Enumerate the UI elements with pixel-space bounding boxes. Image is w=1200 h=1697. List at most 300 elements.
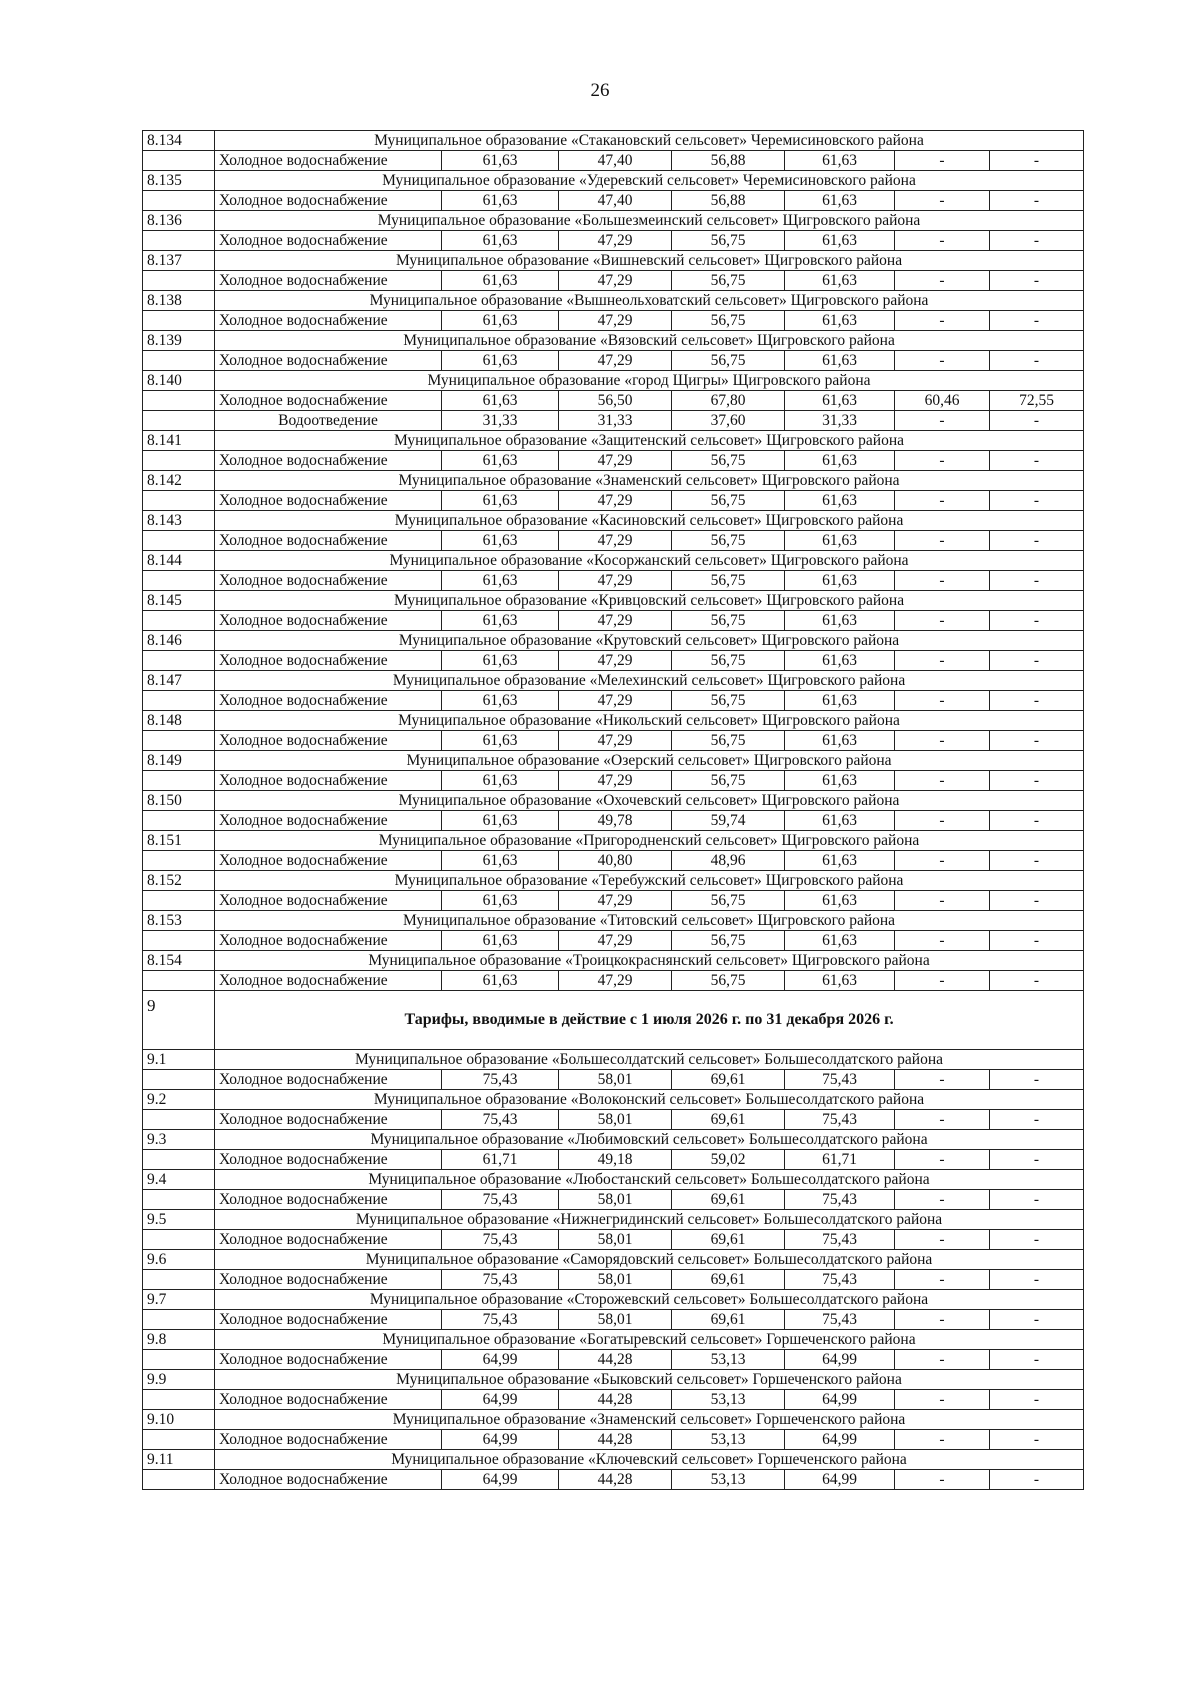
- row-number-cell: [143, 531, 215, 551]
- tariff-value: 56,75: [672, 611, 785, 631]
- tariff-value: -: [895, 771, 990, 791]
- row-number-cell: [143, 1270, 215, 1290]
- tariff-value: 61,63: [442, 731, 559, 751]
- municipality-title: Муниципальное образование «Сторожевский сельсовет» Большесолдатского района: [215, 1290, 1084, 1310]
- tariff-value: -: [990, 691, 1084, 711]
- tariff-value: -: [990, 1310, 1084, 1330]
- tariff-value: -: [895, 271, 990, 291]
- tariff-row: [143, 231, 1084, 251]
- service-name: Холодное водоснабжение: [215, 391, 442, 411]
- row-number-cell: [143, 611, 215, 631]
- tariff-value: 61,63: [785, 531, 895, 551]
- tariff-value: 75,43: [785, 1110, 895, 1130]
- municipality-title: Муниципальное образование «Никольский сельсовет» Щигровского района: [215, 711, 1084, 731]
- municipality-title: Муниципальное образование «Знаменский сельсовет» Щигровского района: [215, 471, 1084, 491]
- municipality-title: Муниципальное образование «Теребужский сельсовет» Щигровского района: [215, 871, 1084, 891]
- tariff-value: 64,99: [442, 1470, 559, 1490]
- row-number-cell: [143, 411, 215, 431]
- tariff-value: 69,61: [672, 1230, 785, 1250]
- tariff-row: [143, 351, 1084, 371]
- tariff-value: -: [895, 1150, 990, 1170]
- tariff-value: -: [990, 1230, 1084, 1250]
- row-number-cell: [143, 231, 215, 251]
- tariff-value: 56,75: [672, 691, 785, 711]
- tariff-value: -: [990, 311, 1084, 331]
- tariff-value: 61,63: [442, 311, 559, 331]
- row-number-cell: [143, 151, 215, 171]
- tariff-value: -: [990, 491, 1084, 511]
- entry-number: 8.139: [143, 331, 215, 351]
- entry-title-row: [143, 671, 1084, 691]
- tariff-value: 58,01: [559, 1230, 672, 1250]
- entry-number: 8.142: [143, 471, 215, 491]
- tariff-value: 75,43: [785, 1190, 895, 1210]
- tariff-row: [143, 1190, 1084, 1210]
- tariff-value: -: [990, 1070, 1084, 1090]
- tariff-value: 64,99: [442, 1430, 559, 1450]
- entry-number: 8.140: [143, 371, 215, 391]
- tariff-value: 61,63: [785, 311, 895, 331]
- service-name: Холодное водоснабжение: [215, 1310, 442, 1330]
- entry-title-row: [143, 1210, 1084, 1230]
- entry-title-row: [143, 1370, 1084, 1390]
- entry-title-row: [143, 291, 1084, 311]
- entry-number: 9.2: [143, 1090, 215, 1110]
- tariff-value: 61,63: [442, 691, 559, 711]
- entry-number: 9.5: [143, 1210, 215, 1230]
- tariff-value: 56,75: [672, 271, 785, 291]
- entry-number: 8.153: [143, 911, 215, 931]
- tariff-value: 61,63: [785, 811, 895, 831]
- tariff-value: 64,99: [442, 1390, 559, 1410]
- tariff-value: -: [990, 811, 1084, 831]
- tariff-row: [143, 1430, 1084, 1450]
- service-name: Холодное водоснабжение: [215, 271, 442, 291]
- tariff-value: 61,63: [785, 451, 895, 471]
- tariff-row: [143, 491, 1084, 511]
- row-number-cell: [143, 1470, 215, 1490]
- tariff-value: 56,75: [672, 891, 785, 911]
- entry-title-row: [143, 1450, 1084, 1470]
- tariff-value: -: [990, 851, 1084, 871]
- tariff-value: 56,50: [559, 391, 672, 411]
- tariff-row: [143, 931, 1084, 951]
- tariff-value: -: [895, 351, 990, 371]
- tariff-value: -: [895, 1470, 990, 1490]
- tariff-value: -: [895, 1430, 990, 1450]
- service-name: Холодное водоснабжение: [215, 651, 442, 671]
- tariff-value: 56,75: [672, 771, 785, 791]
- municipality-title: Муниципальное образование «Нижнегридинский сельсовет» Большесолдатского района: [215, 1210, 1084, 1230]
- municipality-title: Муниципальное образование «Вишневский сельсовет» Щигровского района: [215, 251, 1084, 271]
- tariff-value: 56,75: [672, 231, 785, 251]
- municipality-title: Муниципальное образование «Волоконский сельсовет» Большесолдатского района: [215, 1090, 1084, 1110]
- municipality-title: Муниципальное образование «Мелехинский сельсовет» Щигровского района: [215, 671, 1084, 691]
- tariff-value: -: [895, 1390, 990, 1410]
- row-number-cell: [143, 731, 215, 751]
- service-name: Холодное водоснабжение: [215, 571, 442, 591]
- tariff-value: 61,63: [785, 151, 895, 171]
- tariff-value: 44,28: [559, 1350, 672, 1370]
- tariff-value: 64,99: [785, 1470, 895, 1490]
- tariff-value: 75,43: [785, 1070, 895, 1090]
- tariff-value: 61,63: [785, 191, 895, 211]
- tariff-value: 64,99: [442, 1350, 559, 1370]
- row-number-cell: [143, 1150, 215, 1170]
- tariff-value: -: [990, 1470, 1084, 1490]
- row-number-cell: [143, 191, 215, 211]
- tariff-value: 61,63: [785, 351, 895, 371]
- tariff-row: [143, 651, 1084, 671]
- entry-title-row: [143, 911, 1084, 931]
- tariff-value: -: [895, 1350, 990, 1370]
- entry-title-row: [143, 791, 1084, 811]
- tariff-value: 61,63: [785, 271, 895, 291]
- service-name: Холодное водоснабжение: [215, 1070, 442, 1090]
- tariff-value: -: [990, 531, 1084, 551]
- tariff-value: 48,96: [672, 851, 785, 871]
- tariff-value: 61,63: [785, 851, 895, 871]
- service-name: Холодное водоснабжение: [215, 151, 442, 171]
- entry-title-row: [143, 1250, 1084, 1270]
- tariff-row: [143, 691, 1084, 711]
- tariff-value: 47,29: [559, 351, 672, 371]
- municipality-title: Муниципальное образование «Стакановский сельсовет» Черемисиновского района: [215, 131, 1084, 151]
- tariff-value: 61,63: [785, 231, 895, 251]
- row-number-cell: [143, 311, 215, 331]
- tariff-value: -: [895, 651, 990, 671]
- tariff-value: 49,18: [559, 1150, 672, 1170]
- tariff-value: 61,63: [442, 571, 559, 591]
- tariff-value: -: [990, 1390, 1084, 1410]
- entry-number: 8.150: [143, 791, 215, 811]
- entry-number: 8.148: [143, 711, 215, 731]
- tariff-value: -: [895, 731, 990, 751]
- tariff-value: -: [990, 891, 1084, 911]
- tariff-row: [143, 151, 1084, 171]
- tariff-value: 56,88: [672, 191, 785, 211]
- entry-number: 8.143: [143, 511, 215, 531]
- tariff-row: [143, 611, 1084, 631]
- tariff-row: [143, 1150, 1084, 1170]
- entry-number: 8.149: [143, 751, 215, 771]
- entry-number: 8.137: [143, 251, 215, 271]
- tariff-value: 56,75: [672, 351, 785, 371]
- tariff-value: 56,88: [672, 151, 785, 171]
- tariff-value: 61,63: [785, 891, 895, 911]
- tariff-value: 47,29: [559, 651, 672, 671]
- service-name: Холодное водоснабжение: [215, 491, 442, 511]
- tariff-value: -: [990, 271, 1084, 291]
- tariff-row: [143, 1390, 1084, 1410]
- tariff-value: 44,28: [559, 1390, 672, 1410]
- municipality-title: Муниципальное образование «Большесолдатский сельсовет» Большесолдатского района: [215, 1050, 1084, 1070]
- tariff-value: 47,29: [559, 731, 672, 751]
- entry-number: 9.10: [143, 1410, 215, 1430]
- tariff-value: 53,13: [672, 1390, 785, 1410]
- tariff-value: 59,74: [672, 811, 785, 831]
- row-number-cell: [143, 1070, 215, 1090]
- entry-title-row: [143, 371, 1084, 391]
- service-name: Холодное водоснабжение: [215, 351, 442, 371]
- tariff-value: -: [895, 1190, 990, 1210]
- tariff-value: -: [990, 231, 1084, 251]
- tariff-value: 56,75: [672, 571, 785, 591]
- entry-title-row: [143, 951, 1084, 971]
- tariff-row: [143, 1470, 1084, 1490]
- entry-number: 8.151: [143, 831, 215, 851]
- tariff-value: 61,63: [442, 931, 559, 951]
- tariff-value: 53,13: [672, 1350, 785, 1370]
- entry-title-row: [143, 1050, 1084, 1070]
- tariff-value: 47,29: [559, 311, 672, 331]
- tariff-value: 61,63: [442, 271, 559, 291]
- tariff-row: [143, 1070, 1084, 1090]
- entry-number: 8.154: [143, 951, 215, 971]
- tariff-value: -: [990, 931, 1084, 951]
- municipality-title: Муниципальное образование «Кривцовский сельсовет» Щигровского района: [215, 591, 1084, 611]
- tariff-value: -: [990, 151, 1084, 171]
- tariff-value: 72,55: [990, 391, 1084, 411]
- tariff-value: 56,75: [672, 731, 785, 751]
- tariff-value: 75,43: [442, 1230, 559, 1250]
- row-number-cell: [143, 1190, 215, 1210]
- row-number-cell: [143, 891, 215, 911]
- tariff-value: 64,99: [785, 1390, 895, 1410]
- tariff-value: -: [895, 1270, 990, 1290]
- entry-title-row: [143, 831, 1084, 851]
- tariff-value: -: [895, 411, 990, 431]
- tariff-value: 69,61: [672, 1070, 785, 1090]
- tariff-row: [143, 571, 1084, 591]
- entry-title-row: [143, 551, 1084, 571]
- tariff-value: -: [895, 891, 990, 911]
- tariff-value: -: [895, 811, 990, 831]
- tariff-value: -: [990, 1110, 1084, 1130]
- row-number-cell: [143, 1350, 215, 1370]
- tariff-value: -: [895, 971, 990, 991]
- tariff-row: [143, 731, 1084, 751]
- tariff-value: -: [990, 771, 1084, 791]
- row-number-cell: [143, 391, 215, 411]
- tariff-value: 56,75: [672, 311, 785, 331]
- tariff-value: 64,99: [785, 1350, 895, 1370]
- entry-title-row: [143, 1130, 1084, 1150]
- tariff-value: -: [990, 611, 1084, 631]
- tariff-value: 31,33: [559, 411, 672, 431]
- tariff-row: [143, 1270, 1084, 1290]
- municipality-title: Муниципальное образование «Знаменский сельсовет» Горшеченского района: [215, 1410, 1084, 1430]
- section-row: [143, 991, 1084, 1050]
- tariff-value: -: [895, 191, 990, 211]
- tariff-value: -: [895, 931, 990, 951]
- municipality-title: Муниципальное образование «Богатыревский сельсовет» Горшеченского района: [215, 1330, 1084, 1350]
- tariff-table: [142, 130, 1084, 1490]
- tariff-value: 75,43: [785, 1230, 895, 1250]
- tariff-value: 56,75: [672, 931, 785, 951]
- row-number-cell: [143, 451, 215, 471]
- service-name: Холодное водоснабжение: [215, 1110, 442, 1130]
- tariff-value: 40,80: [559, 851, 672, 871]
- row-number-cell: [143, 651, 215, 671]
- entry-title-row: [143, 1170, 1084, 1190]
- tariff-value: 61,63: [785, 931, 895, 951]
- tariff-value: 47,29: [559, 271, 672, 291]
- tariff-row: [143, 851, 1084, 871]
- tariff-value: 61,63: [442, 611, 559, 631]
- tariff-value: 61,63: [785, 611, 895, 631]
- tariff-value: 47,29: [559, 451, 672, 471]
- municipality-title: Муниципальное образование «Вышнеольховатский сельсовет» Щигровского района: [215, 291, 1084, 311]
- tariff-value: 61,63: [785, 731, 895, 751]
- tariff-value: -: [990, 191, 1084, 211]
- tariff-value: 58,01: [559, 1070, 672, 1090]
- municipality-title: Муниципальное образование «Касиновский сельсовет» Щигровского района: [215, 511, 1084, 531]
- tariff-value: 67,80: [672, 391, 785, 411]
- municipality-title: Муниципальное образование «Озерский сельсовет» Щигровского района: [215, 751, 1084, 771]
- tariff-value: 61,63: [442, 351, 559, 371]
- service-name: Холодное водоснабжение: [215, 731, 442, 751]
- tariff-row: [143, 971, 1084, 991]
- municipality-title: Муниципальное образование «Большезмеинский сельсовет» Щигровского района: [215, 211, 1084, 231]
- service-name: Холодное водоснабжение: [215, 971, 442, 991]
- municipality-title: Муниципальное образование «Титовский сельсовет» Щигровского района: [215, 911, 1084, 931]
- tariff-value: -: [990, 1190, 1084, 1210]
- entry-number: 9.7: [143, 1290, 215, 1310]
- entry-number: 9.11: [143, 1450, 215, 1470]
- tariff-value: 31,33: [785, 411, 895, 431]
- municipality-title: Муниципальное образование «Ключевский сельсовет» Горшеченского района: [215, 1450, 1084, 1470]
- municipality-title: Муниципальное образование «Быковский сельсовет» Горшеченского района: [215, 1370, 1084, 1390]
- entry-title-row: [143, 751, 1084, 771]
- tariff-value: -: [895, 151, 990, 171]
- tariff-value: 61,63: [442, 651, 559, 671]
- entry-number: 9.8: [143, 1330, 215, 1350]
- tariff-row: [143, 1110, 1084, 1130]
- row-number-cell: [143, 771, 215, 791]
- entry-number: 8.144: [143, 551, 215, 571]
- tariff-value: 61,63: [442, 391, 559, 411]
- tariff-value: 75,43: [785, 1270, 895, 1290]
- tariff-value: 58,01: [559, 1310, 672, 1330]
- tariff-row: [143, 1310, 1084, 1330]
- service-name: Холодное водоснабжение: [215, 1470, 442, 1490]
- tariff-value: 61,63: [442, 231, 559, 251]
- tariff-value: -: [990, 571, 1084, 591]
- entry-number: 8.152: [143, 871, 215, 891]
- row-number-cell: [143, 1230, 215, 1250]
- tariff-value: -: [990, 1270, 1084, 1290]
- entry-title-row: [143, 211, 1084, 231]
- entry-number: 9.6: [143, 1250, 215, 1270]
- tariff-value: 56,75: [672, 651, 785, 671]
- tariff-value: 60,46: [895, 391, 990, 411]
- entry-title-row: [143, 631, 1084, 651]
- tariff-value: -: [895, 851, 990, 871]
- service-name: Водоотведение: [215, 411, 442, 431]
- tariff-value: -: [990, 1150, 1084, 1170]
- service-name: Холодное водоснабжение: [215, 851, 442, 871]
- tariff-row: [143, 531, 1084, 551]
- entry-title-row: [143, 591, 1084, 611]
- tariff-value: 56,75: [672, 971, 785, 991]
- tariff-value: 58,01: [559, 1270, 672, 1290]
- entry-title-row: [143, 1090, 1084, 1110]
- service-name: Холодное водоснабжение: [215, 891, 442, 911]
- tariff-value: 61,63: [785, 971, 895, 991]
- service-name: Холодное водоснабжение: [215, 311, 442, 331]
- municipality-title: Муниципальное образование «Защитенский сельсовет» Щигровского района: [215, 431, 1084, 451]
- tariff-value: 61,63: [442, 531, 559, 551]
- tariff-value: 47,29: [559, 611, 672, 631]
- tariff-value: 61,63: [442, 971, 559, 991]
- service-name: Холодное водоснабжение: [215, 811, 442, 831]
- service-name: Холодное водоснабжение: [215, 611, 442, 631]
- tariff-value: 47,40: [559, 151, 672, 171]
- row-number-cell: [143, 1430, 215, 1450]
- entry-title-row: [143, 711, 1084, 731]
- service-name: Холодное водоснабжение: [215, 1150, 442, 1170]
- entry-title-row: [143, 1410, 1084, 1430]
- tariff-value: 61,63: [442, 151, 559, 171]
- tariff-value: 47,29: [559, 691, 672, 711]
- tariff-value: -: [895, 231, 990, 251]
- tariff-row: [143, 771, 1084, 791]
- tariff-value: 75,43: [442, 1110, 559, 1130]
- tariff-value: 53,13: [672, 1430, 785, 1450]
- tariff-value: 61,63: [442, 891, 559, 911]
- tariff-value: 37,60: [672, 411, 785, 431]
- service-name: Холодное водоснабжение: [215, 191, 442, 211]
- tariff-value: 58,01: [559, 1110, 672, 1130]
- entry-number: 9.9: [143, 1370, 215, 1390]
- tariff-value: 61,63: [785, 391, 895, 411]
- service-name: Холодное водоснабжение: [215, 1270, 442, 1290]
- municipality-title: Муниципальное образование «Косоржанский сельсовет» Щигровского района: [215, 551, 1084, 571]
- tariff-value: 44,28: [559, 1470, 672, 1490]
- service-name: Холодное водоснабжение: [215, 1350, 442, 1370]
- row-number-cell: [143, 851, 215, 871]
- tariff-row: [143, 191, 1084, 211]
- tariff-value: -: [990, 651, 1084, 671]
- tariff-value: 56,75: [672, 451, 785, 471]
- entry-title-row: [143, 511, 1084, 531]
- entry-number: 9.4: [143, 1170, 215, 1190]
- row-number-cell: [143, 491, 215, 511]
- tariff-value: 61,63: [442, 451, 559, 471]
- tariff-value: 61,63: [785, 691, 895, 711]
- tariff-value: 61,63: [785, 491, 895, 511]
- tariff-value: 56,75: [672, 531, 785, 551]
- tariff-value: -: [895, 611, 990, 631]
- tariff-value: 61,63: [442, 191, 559, 211]
- row-number-cell: [143, 1390, 215, 1410]
- tariff-value: -: [895, 491, 990, 511]
- tariff-row: [143, 1230, 1084, 1250]
- tariff-value: -: [895, 531, 990, 551]
- tariff-value: -: [895, 311, 990, 331]
- tariff-value: -: [990, 731, 1084, 751]
- tariff-value: 58,01: [559, 1190, 672, 1210]
- tariff-value: -: [990, 971, 1084, 991]
- entry-number: 8.134: [143, 131, 215, 151]
- tariff-value: -: [895, 1230, 990, 1250]
- section-number: 9: [143, 991, 215, 1050]
- tariff-value: 47,29: [559, 931, 672, 951]
- entry-number: 8.141: [143, 431, 215, 451]
- tariff-value: 69,61: [672, 1310, 785, 1330]
- tariff-value: 75,43: [442, 1190, 559, 1210]
